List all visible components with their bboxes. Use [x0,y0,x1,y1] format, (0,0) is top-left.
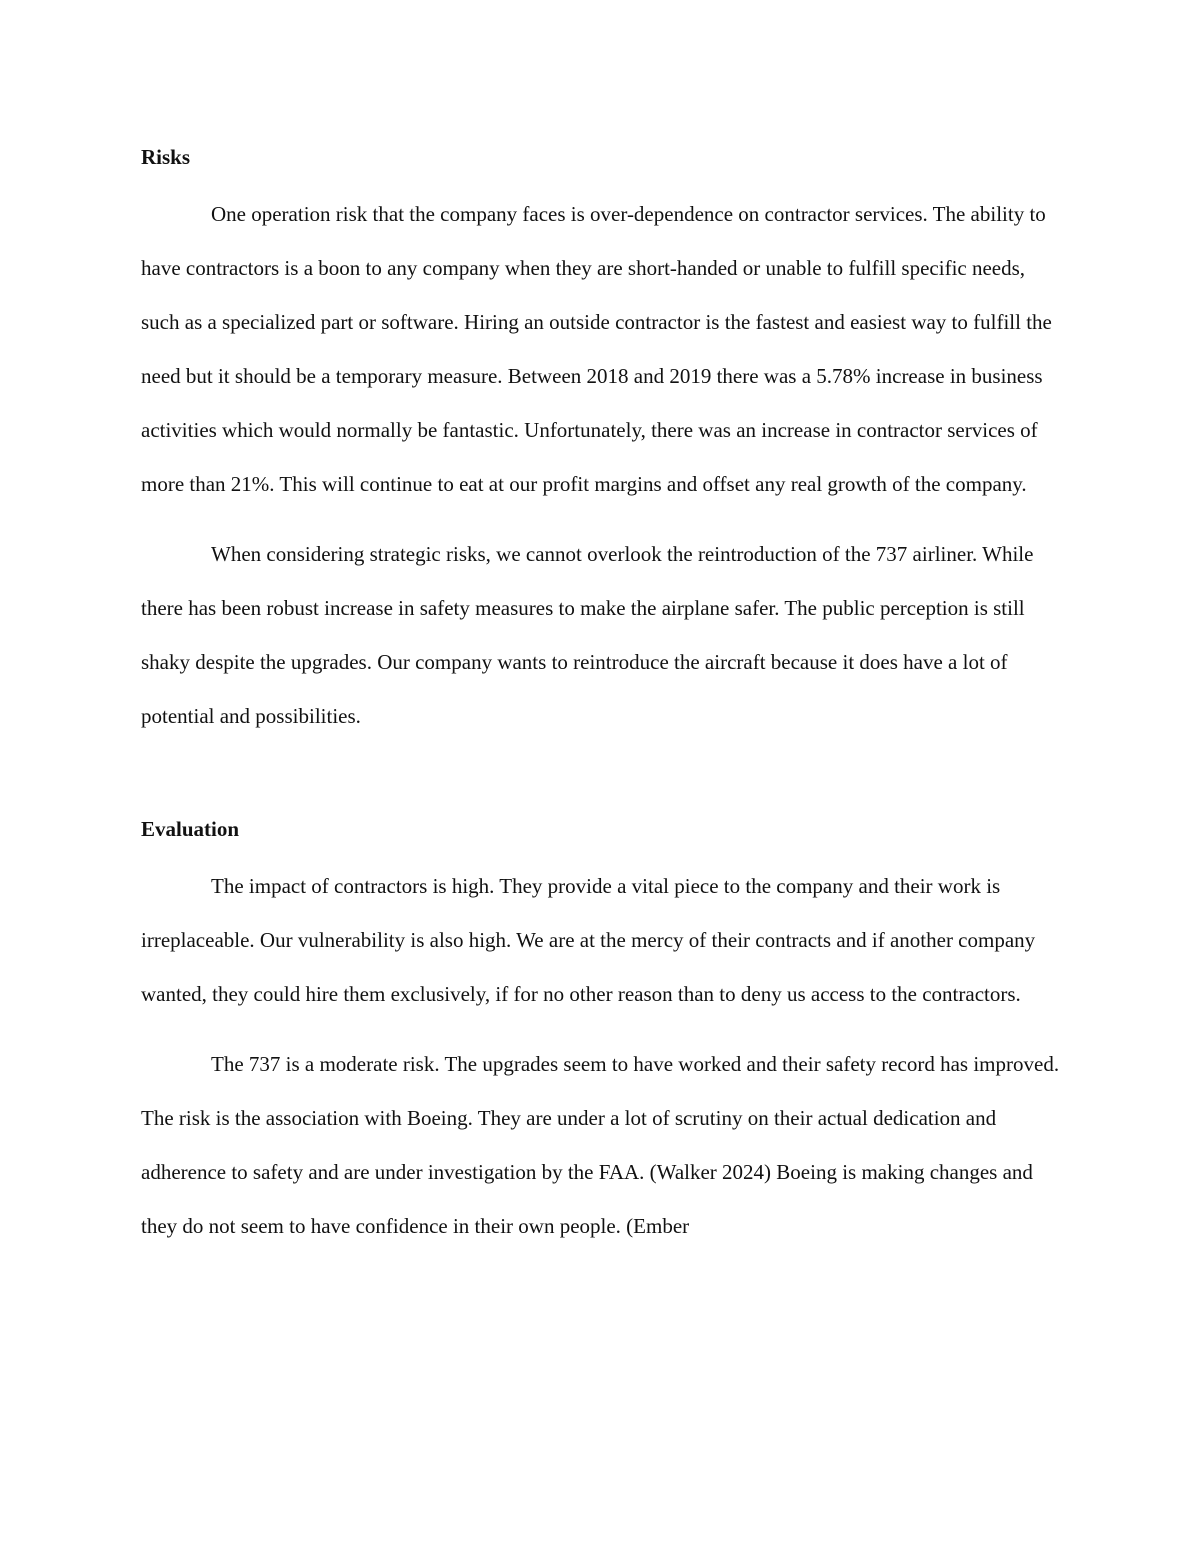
risks-paragraph-contractors: One operation risk that the company faces is over-dependence on contractor services. The ability to have contractors is a boon to any company when they are short-handed or unable to fulfill specific needs, such as a specialized part or software. Hiring an outside contractor is the fastest and easiest way to fulfill the need but it should be a temporary measure. Between 2018 and 2019 there was a 5.78% increase in business activities which would normally be fantastic. Unfortunately, there was an increase in contractor services of more than 21%. This will continue to eat at our profit margins and offset any real growth of the company. [141,202,1052,496]
evaluation-paragraph-737: The 737 is a moderate risk. The upgrades seem to have worked and their safety record has improved. The risk is the association with Boeing. They are under a lot of scrutiny on their actual dedication and adherence to safety and are under investigation by the FAA. (Walker 2024) Boeing is making changes and they do not seem to have confidence in their own people. (Ember [141,1052,1060,1238]
document-body [141,137,1061,1253]
evaluation-paragraph-contractors: The impact of contractors is high. They provide a vital piece to the company and their work is irreplaceable. Our vulnerability is also high. We are at the mercy of their contracts and if another company wanted, they could hire them exclusively, if for no other reason than to deny us access to the contractors. [141,874,1036,1006]
risks-heading: Risks [141,145,191,169]
evaluation-heading: Evaluation [141,817,240,841]
section-spacer [141,743,1061,809]
risks-paragraph-737: When considering strategic risks, we cannot overlook the reintroduction of the 737 airliner. While there has been robust increase in safety measures to make the airplane safer. The public perception is still shaky despite the upgrades. Our company wants to reintroduce the aircraft because it does have a lot of potential and possibilities. [141,542,1034,728]
